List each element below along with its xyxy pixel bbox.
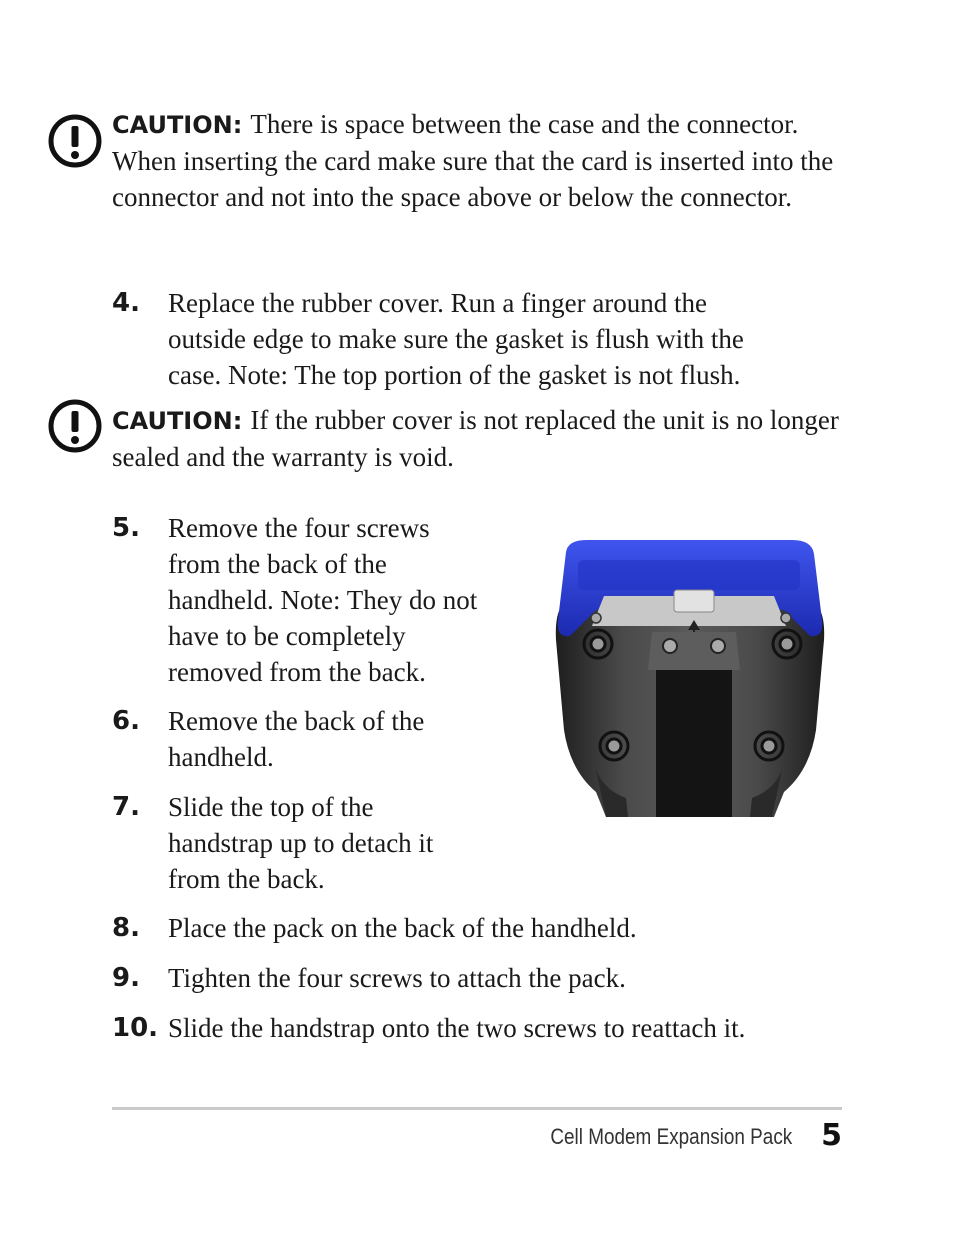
step-6 (112, 703, 532, 775)
step-text: Remove the back of the handheld. (168, 706, 425, 772)
step-text: Slide the top of the handstrap up to detach it from the back. (168, 792, 434, 894)
step-number: 4. (112, 288, 140, 318)
page-number: 5 (821, 1118, 842, 1153)
caution-body: There is space between the case and the connector. When inserting the card make sure that the card is inserted into the connector and not into the space above or below the connector. (112, 109, 834, 212)
step-text: Replace the rubber cover. Run a finger around the outside edge to make sure the gasket is flush with the case. Note: The top portion of the gasket is not flush. (168, 288, 744, 390)
caution-body: If the rubber cover is not replaced the unit is no longer sealed and the warranty is void. (112, 405, 839, 472)
step-number: 5. (112, 513, 140, 543)
step-9 (112, 960, 852, 996)
step-text: Tighten the four screws to attach the pack. (168, 963, 626, 993)
step-number: 9. (112, 963, 140, 993)
step-5 (112, 510, 532, 690)
caution-exclamation-icon (47, 113, 103, 169)
step-text: Remove the four screws from the back of the handheld. Note: They do not have to be completely removed from the back. (168, 513, 478, 687)
step-text: Slide the handstrap onto the two screws to reattach it. (168, 1013, 746, 1043)
step-4 (112, 285, 852, 395)
footer-divider (112, 1107, 842, 1110)
step-10 (112, 1010, 852, 1046)
step-number: 7. (112, 792, 140, 822)
caution-label: CAUTION: (112, 407, 243, 435)
caution-exclamation-icon (47, 398, 103, 454)
caution-label: CAUTION: (112, 111, 243, 139)
footer-document-title: Cell Modem Expansion Pack (550, 1124, 792, 1149)
caution-note-1 (112, 106, 852, 215)
handheld-back-illustration (534, 530, 844, 817)
step-text: Place the pack on the back of the handheld. (168, 913, 637, 943)
step-number: 8. (112, 913, 140, 943)
step-number: 6. (112, 706, 140, 736)
caution-note-2 (112, 402, 852, 475)
step-number: 10. (112, 1013, 159, 1043)
step-8 (112, 910, 852, 946)
step-7 (112, 789, 532, 897)
